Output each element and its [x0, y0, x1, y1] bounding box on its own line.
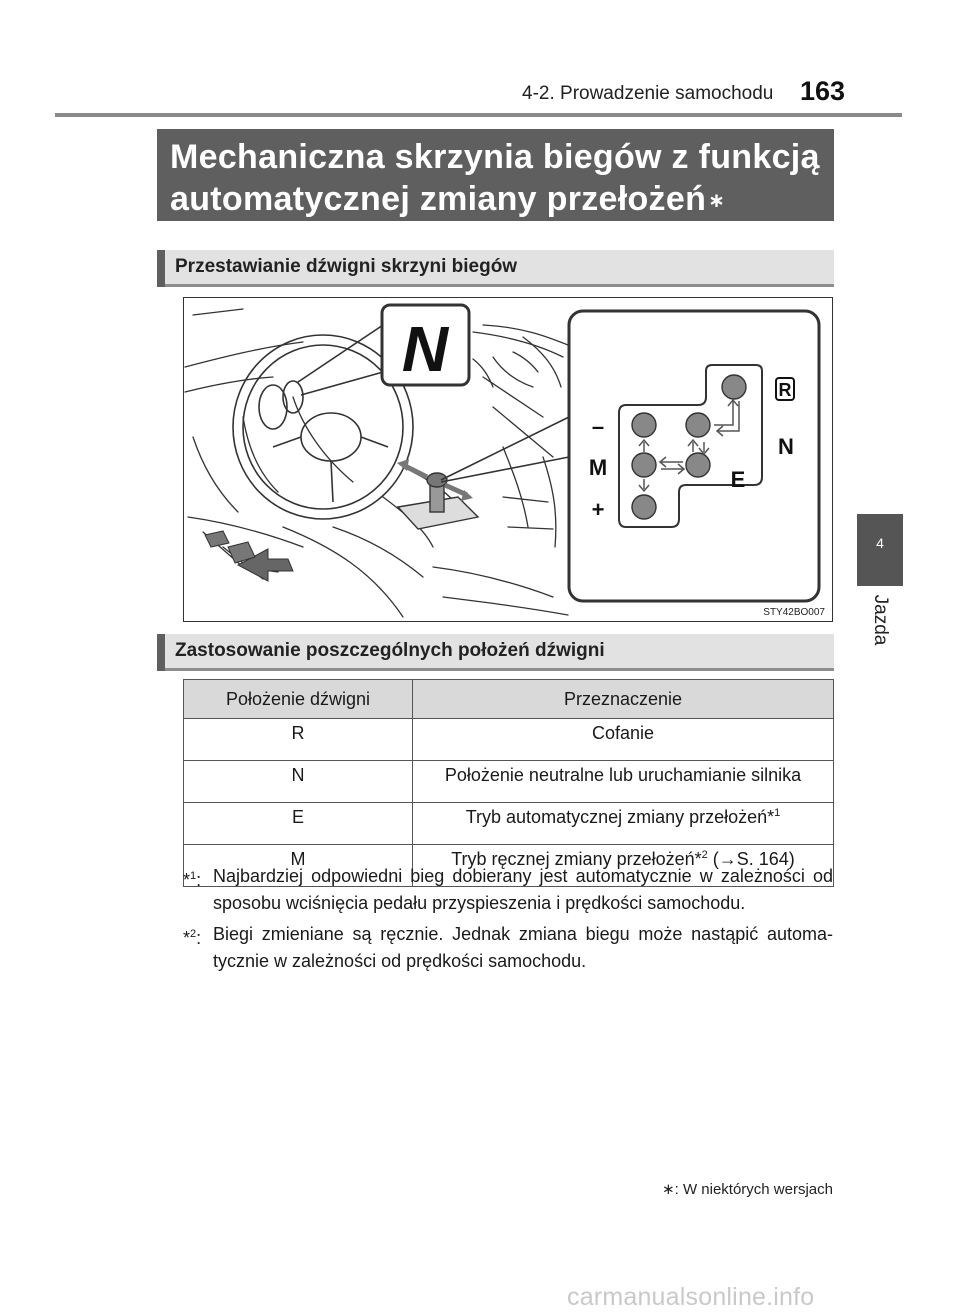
figure-code: STY42BO007: [763, 607, 825, 618]
table-cell-position: E: [184, 803, 413, 845]
table-row: [184, 719, 834, 761]
footnote-2-text: Biegi zmieniane są ręcznie. Jednak zmiana biegu może nastąpić automa-tycznie w zależności od prędkości samochodu.: [213, 924, 833, 971]
watermark: carmanualsonline.info: [567, 1283, 815, 1311]
section-heading-positions: [157, 634, 834, 671]
footnote-2-sup: 2: [190, 928, 197, 940]
table-cell-ref: (→S. 164): [707, 849, 795, 869]
table-row: [184, 803, 834, 845]
section-heading-lever-text: Przestawianie dźwigni skrzyni biegów: [175, 256, 518, 277]
table-header-position: Położenie dźwigni: [184, 680, 413, 719]
gate-position-r: [722, 375, 746, 399]
footnote-2: [183, 921, 833, 975]
footnote-2-mark: [183, 921, 201, 952]
lever-positions-table: [183, 679, 834, 887]
header-divider: [55, 113, 902, 117]
table-header-row: [184, 680, 834, 719]
table-cell-purpose: [413, 761, 834, 803]
table-row: [184, 761, 834, 803]
table-cell-sup: 1: [774, 807, 781, 819]
gate-position-minus: [632, 413, 656, 437]
chapter-number: 4: [876, 535, 884, 551]
gate-label-m: M: [588, 455, 608, 480]
table-cell-purpose: [413, 803, 834, 845]
gate-position-plus: [632, 495, 656, 519]
title-asterisk: ∗: [708, 190, 726, 212]
page-number: 163: [800, 76, 846, 106]
shift-lever-figure: [183, 297, 833, 622]
table-header-purpose: Przeznaczenie: [413, 680, 834, 719]
gate-position-e: [686, 453, 710, 477]
gear-display-letter: N: [401, 313, 449, 385]
page-title-line2-text: automatycznej zmiany przełożeń: [170, 180, 707, 218]
table-cell-purpose: [413, 719, 834, 761]
chapter-label-text: Jazda: [870, 594, 891, 646]
gate-position-m: [632, 453, 656, 477]
table-cell-sup: 2: [701, 849, 708, 861]
table-cell-position: N: [184, 761, 413, 803]
gate-label-plus: +: [591, 497, 605, 522]
header-section-title: 4-2. Prowadzenie samochodu: [522, 83, 774, 104]
page-title-line1: Mechaniczna skrzynia biegów z funkcją: [170, 138, 820, 176]
gate-position-n: [686, 413, 710, 437]
table-cell-position: M: [184, 845, 413, 887]
gate-label-minus: –: [591, 414, 605, 439]
section-heading-positions-text: Zastosowanie poszczególnych położeń dźwigni: [175, 640, 605, 661]
shift-lever-illustration: [183, 297, 833, 622]
footnote-1-mark: [183, 863, 201, 894]
gate-label-e: E: [730, 467, 746, 492]
availability-note: ∗: W niektórych wersjach: [662, 1181, 833, 1198]
section-heading-lever: [157, 250, 834, 287]
footnote-2-asterisk: *: [183, 928, 191, 948]
footnote-1-asterisk: *: [183, 870, 191, 890]
chapter-label: [845, 590, 915, 650]
table-cell-purpose-text: Cofanie: [591, 723, 655, 743]
footnote-1-sup: 1: [190, 870, 197, 882]
table-cell-purpose-text: Położenie neutralne lub uruchamianie silnika: [444, 765, 802, 785]
page-title: [170, 136, 830, 220]
footnote-1-text: Najbardziej odpowiedni bieg dobierany jest automatycznie w zależności od sposobu wciśnięcia pedału przyspieszenia i prędkości samochodu.: [213, 866, 833, 913]
table-cell-position: R: [184, 719, 413, 761]
table-cell-purpose-text: Tryb ręcznej zmiany przełożeń*: [451, 849, 702, 869]
footnote-1: [183, 863, 833, 917]
footnote-2-sep: :: [196, 928, 202, 948]
gate-label-n: N: [778, 434, 794, 459]
page-title-line2: [170, 178, 830, 220]
gate-label-r: R: [778, 380, 792, 400]
footnote-1-sep: :: [196, 870, 202, 890]
table-cell-purpose-text: Tryb automatycznej zmiany przełożeń*: [465, 807, 775, 827]
